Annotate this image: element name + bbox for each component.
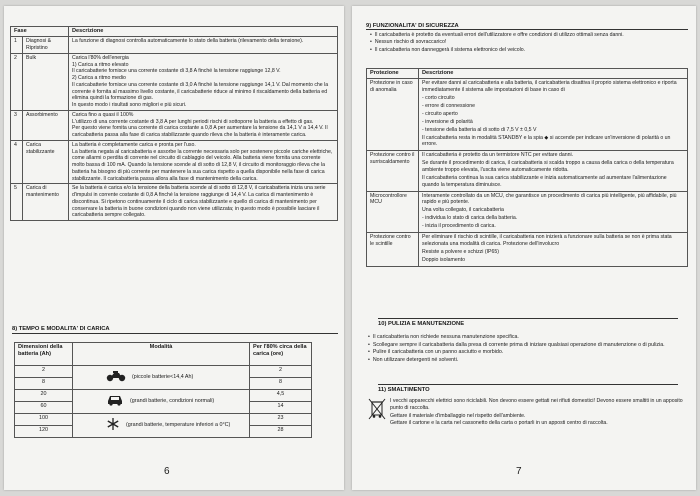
bullet-glyph: • xyxy=(368,357,370,364)
phase-table xyxy=(10,26,338,221)
bullet-glyph: • xyxy=(368,341,370,348)
charge-time-table xyxy=(14,342,312,438)
page-number-left: 6 xyxy=(164,466,170,477)
phase-table-header xyxy=(11,27,338,37)
section-10-title: 10) PULIZIA E MANUTENZIONE xyxy=(378,318,678,327)
description-col-header: Descrizione xyxy=(69,27,338,37)
disposal-line: Gettare il materiale d'imballaggio nel rispetto dell'ambiente. xyxy=(390,412,526,419)
page-number-right: 7 xyxy=(516,466,522,477)
protection-description xyxy=(419,233,688,267)
protection-description xyxy=(419,79,688,151)
safety-bullet xyxy=(370,39,688,46)
phase-name: Carica di mantenimento xyxy=(23,184,69,221)
phase-description xyxy=(69,184,338,221)
car-icon xyxy=(106,394,124,409)
phase-description-line: 1) Carica a ritmo elevato xyxy=(72,61,129,68)
phase-description-line: Il caricabatterie fornisce una corrente costante di 3,8 A finché la tensione raggiunge 12,8 V. xyxy=(72,68,281,75)
phase-description xyxy=(69,53,338,110)
phase-row xyxy=(11,110,338,140)
section-11-title: 11) SMALTIMENTO xyxy=(378,384,678,393)
protection-description-line: - errore di connessione xyxy=(422,102,476,109)
protection-description-line: - corto circuito xyxy=(422,94,455,101)
protection-row xyxy=(367,191,688,233)
phase-number: 3 xyxy=(11,110,23,140)
phase-description-line: 2) Carica a ritmo medio xyxy=(72,75,126,82)
maintenance-bullet xyxy=(368,342,686,350)
protection-description-line: Interamente controllato da un MCU, che garantisce un procedimento di carica più intelligente, più affidabile, più rapido e più potente. xyxy=(422,192,677,206)
charge-hours: 23 xyxy=(250,414,312,426)
phase-description-line: Il caricabatterie fornisce una corrente costante di 3,0 A finché la tensione raggiunge 14,1 V. Dal momento che la corrente è fornita al massimo livello costante, il caricabatterie riduce al minimo il riscaldamento della batteria ed elimina quindi la formazione di gas. xyxy=(72,81,329,102)
phase-description-line: In questo modo i risultati sono migliori e più sicuri. xyxy=(72,102,187,109)
protection-row xyxy=(367,233,688,267)
disposal-line: Gettare il cartone e la carta nel cassonetto della carta o portarli in un apposti centro di raccolta. xyxy=(390,419,608,426)
mode-label: (grandi batterie, condizioni normali) xyxy=(130,397,215,404)
safety-bullets xyxy=(370,32,688,54)
protection-description-line: - inizia il procedimento di carica. xyxy=(422,223,496,230)
protection-description-line: Il caricabatteria continua la sua carica stabilizzante e inizia automaticamente ad aumentare l'alimentazione quando la temperatura diminuisce. xyxy=(422,174,667,188)
safety-bullet-text: Il caricabatteria è protetto da eventuali errori dell'utilizzatore e offre condizioni di utilizzo ottimali senza danni. xyxy=(374,32,624,38)
battery-size: 20 xyxy=(15,390,73,402)
protection-description-line: - individua lo stato di carica della batteria. xyxy=(422,215,518,222)
phase-description-line: Se la batteria è carica e/o la tensione della batteria scende al di sotto di 12,8 V, il caricabatteria inizia una serie d'impulsi in corrente costante di 0,8 A finché la tensione raggiunge di 14,4 V. La carica di mantenimento è discontinua. Si ripetono continuamente il ciclo di carica stabilizzante e quello di carica di mantenimento per conservare la batteria in buone condizioni quando non viene utilizzata; in questo modo è possibile lasciare il caricabatteria sempre collegato. xyxy=(72,185,326,219)
section-8-title: 8) TEMPO E MODALITA' DI CARICA xyxy=(12,326,338,334)
motorcycle-icon xyxy=(106,370,126,385)
protection-name: Microcontrollore MCU xyxy=(367,191,419,233)
charge-hours: 28 xyxy=(250,426,312,438)
mode-label: (grandi batterie, temperature inferiori a 0°C) xyxy=(126,421,231,428)
protection-table xyxy=(366,68,688,267)
protection-name: Protezione contro le scintille xyxy=(367,233,419,267)
charge-hours: 8 xyxy=(250,378,312,390)
protection-description-line: - circuito aperto xyxy=(422,110,458,117)
battery-size: 60 xyxy=(15,402,73,414)
protection-description-line: - inversione di polarità xyxy=(422,118,473,125)
phase-description-line: La batteria è completamente carica e pronta per l'uso. xyxy=(72,141,196,148)
protection-row xyxy=(367,151,688,191)
protection-description-line: Per evitare danni al caricabatteria e alla batteria, il caricabatteria disattiva il proprio sistema elettronico e riporta immediatamente il sistema alle impostazioni di base in caso di xyxy=(422,80,677,94)
protection-description-line: Se durante il procedimento di carica, il caricabatteria si scalda troppo a causa della carica o della temperatura ambiente troppo elevata, l'uscita viene automaticamente ridotta. xyxy=(422,160,674,174)
protection-description xyxy=(419,151,688,191)
phase-number: 5 xyxy=(11,184,23,221)
protection-description xyxy=(419,191,688,233)
phase-col-header: Fase xyxy=(11,27,69,37)
phase-description xyxy=(69,37,338,54)
protection-row xyxy=(367,79,688,151)
maintenance-bullet-text: Il caricabatteria non richiede nessuna manutenzione specifica. xyxy=(372,334,519,340)
bullet-glyph: • xyxy=(370,32,372,38)
maintenance-bullet-text: Non utilizzare detergenti né solventi. xyxy=(372,357,459,364)
protection-desc-col-header: Descrizione xyxy=(419,69,688,79)
right-page xyxy=(352,6,696,490)
maintenance-bullets xyxy=(368,334,686,365)
mode-cell xyxy=(73,390,250,414)
maintenance-bullet-text: Pulire il caricabatteria con un panno asciutto e morbido. xyxy=(372,349,504,356)
time-row xyxy=(15,390,312,402)
bullet-glyph: • xyxy=(368,349,370,356)
bullet-glyph: • xyxy=(370,46,372,53)
phase-description xyxy=(69,140,338,184)
battery-size: 100 xyxy=(15,414,73,426)
protection-table-header xyxy=(367,69,688,79)
safety-bullet xyxy=(370,47,688,54)
phase-name: Diagnosi & Ripristino xyxy=(23,37,69,54)
phase-description-line: Per questo viene fornita una corrente di carica costante a 0,8 A per aumentare la tensione da 14,1 V a 14,4 V. Il caricabatteria passa alla fase di carica stabilizzante quando rileva che la batteria è interamente carica. xyxy=(72,125,328,139)
phase-row xyxy=(11,53,338,110)
charge-hours: 4,5 xyxy=(250,390,312,402)
phase-description-line: La funzione di diagnosi controlla automaticamente lo stato della batteria (rilevamento della tensione). xyxy=(72,38,304,45)
battery-size: 2 xyxy=(15,366,73,378)
phase-row xyxy=(11,140,338,184)
protection-description-line: - tensione della batteria al di sotto di 7,5 V ± 0,5 V xyxy=(422,126,537,133)
battery-size-header: Dimensioni della batteria (Ah) xyxy=(15,343,73,366)
mode-label: (piccole batterie<14,4 Ah) xyxy=(132,373,194,380)
safety-bullet-text: Il caricabatteria non danneggerà il sistema elettronico del veicolo. xyxy=(374,46,526,53)
charge-hours: 14 xyxy=(250,402,312,414)
time-row xyxy=(15,414,312,426)
maintenance-bullet xyxy=(368,334,686,342)
protection-description-line: Per eliminare il rischio di scintille, il caricabatteria non inizierà a funzionare sulla batteria se non è prima stata selezionata una modalità di carica. Protezione dell'involucro xyxy=(422,234,672,247)
safety-bullet xyxy=(370,32,688,39)
battery-size: 8 xyxy=(15,378,73,390)
protection-description-line: Il caricabatteria è protetto da un termistore NTC per evitare danni. xyxy=(422,152,574,159)
protection-description-line: Resiste a polvere e schizzi (IP65) xyxy=(422,248,499,255)
phase-name: Carica stabilizzante xyxy=(23,140,69,184)
phase-row xyxy=(11,184,338,221)
mode-cell xyxy=(73,366,250,390)
phase-number: 1 xyxy=(11,37,23,54)
maintenance-bullet xyxy=(368,357,686,365)
time-table-header xyxy=(15,343,312,366)
phase-number: 2 xyxy=(11,53,23,110)
safety-bullet-text: Nessun rischio di sovraccarico! xyxy=(374,39,447,46)
phase-description-line: Carica fino a quasi il 100% xyxy=(72,111,134,118)
protection-description-line: Il caricabatteria resta in modalità STANDBY e la spia ◆ si accende per indicare un'inversione di polarità o un errore. xyxy=(422,134,671,148)
weee-bin-icon xyxy=(368,398,386,420)
maintenance-bullet-text: Scollegare sempre il caricabatteria dalla presa di corrente prima di iniziare qualsiasi operazione di manutenzione o di pulizia. xyxy=(372,341,665,348)
disposal-line: I vecchi apparecchi elettrici sono riciclabili. Non devono essere gettati nei rifiuti domestici! Devono essere smaltiti in un apposito punto di raccolta. xyxy=(390,398,683,412)
disposal-text xyxy=(390,398,688,427)
maintenance-bullet xyxy=(368,349,686,357)
left-page xyxy=(4,6,344,490)
time-row xyxy=(15,366,312,378)
snowflake-icon xyxy=(106,417,120,434)
phase-description-line: La batteria negata al caricabatteria e assorbe la corrente necessaria solo per sostenere piccole cariche elettriche, come allarmi o perdita di corrente nel circuito di cablaggio del veicolo. Alla batteria viene fornita una corrente molto bassa di 100 mA. Quando la tensione scende al di sotto di 12,8 V, il circuito di monitoraggio rileva che la batteria ha bisogno di più corrente per mantenere la sua carica rispetto a quella disponibile nella fase di carica stabilizzante. Il caricabatteria passa allora alla fase di mantenimento della carica. xyxy=(72,148,333,182)
phase-description-line: L'utilizzo di una corrente costante di 3,8 A per lunghi periodi rischi di sottoporre la batteria a effetto di gas. xyxy=(72,118,314,125)
protection-description-line: Doppio isolamento xyxy=(422,256,465,263)
phase-row xyxy=(11,37,338,54)
battery-size: 120 xyxy=(15,426,73,438)
phase-name: Assorbimento xyxy=(23,110,69,140)
protection-name: Protezione contro il surriscaldamento xyxy=(367,151,419,191)
phase-number: 4 xyxy=(11,140,23,184)
bullet-glyph: • xyxy=(368,334,370,340)
phase-name: Bulk xyxy=(23,53,69,110)
hours-header: Per l'80% circa della carica (ore) xyxy=(250,343,312,366)
protection-col-header: Protezione xyxy=(367,69,419,79)
mode-cell xyxy=(73,414,250,438)
protection-description-line: Una volta collegato, il caricabatteria xyxy=(422,207,504,214)
phase-description xyxy=(69,110,338,140)
section-9-title: 9) FUNZIONALITA' DI SICUREZZA xyxy=(366,23,688,30)
mode-header: Modalità xyxy=(73,343,250,366)
phase-description-line: Carica l'80% dell'energia xyxy=(72,54,129,61)
protection-name: Protezione in caso di anomalia xyxy=(367,79,419,151)
bullet-glyph: • xyxy=(370,39,372,46)
charge-hours: 2 xyxy=(250,366,312,378)
